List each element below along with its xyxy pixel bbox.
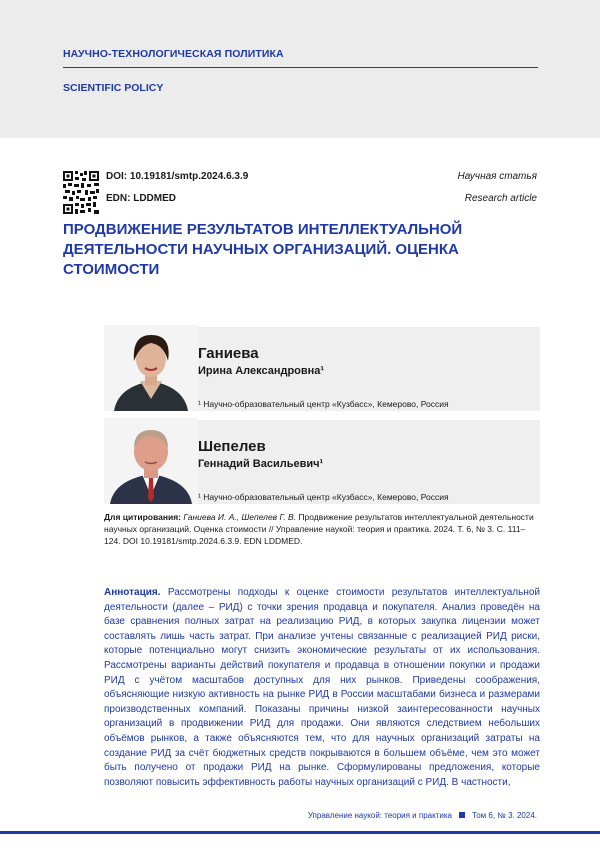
author-surname-2: Шепелев [198, 438, 266, 455]
section-title-en: SCIENTIFIC POLICY [63, 82, 164, 94]
footer-issue: Том 6, № 3. 2024. [471, 811, 537, 820]
qr-code-icon [63, 171, 99, 214]
edn: EDN: LDDMED [106, 193, 176, 204]
footer-journal: Управление наукой: теория и практика [307, 811, 452, 820]
abstract-label: Аннотация. [104, 587, 161, 598]
article-type-en: Research article [464, 193, 537, 204]
doi[interactable]: DOI: 10.19181/smtp.2024.6.3.9 [106, 171, 249, 182]
header-band [0, 0, 600, 138]
author-given-name-2: Геннадий Васильевич¹ [198, 458, 324, 470]
footer-rule [0, 831, 600, 834]
article-type-ru: Научная статья [457, 171, 537, 182]
section-divider [63, 67, 538, 68]
footer-square-icon [459, 812, 465, 818]
author-given-name-1: Ирина Александровна¹ [198, 365, 325, 377]
author-surname-1: Ганиева [198, 345, 259, 362]
abstract-text: Рассмотрены подходы к оценке стоимости результатов интеллектуальной деятельности (далее – РИД) с точки зрения продавца и покупателя. Анализ проведён на базе сравнения полных затрат на реализацию РИД, в которых закупка лицензии может составлять лишь часть затрат. При анализе учтены связанные с реализацией РИД риски, которые потенциально могут снизить экономические результаты от их использования. Рассмотрены варианты действий покупателя и продавца в отношении покупки и продажи РИД с учётом масштабов доступных для них рынков. Приведены соображения, объясняющие низкую активность на рынке РИД в России масштабами бизнеса и размерами производственных компаний. Показаны причины низкой заинтересованности научных организаций в продвижении РИД для продажи. Они являются следствием небольших объёмов рынков, а также объясняются тем, что для научных организаций затраты на создание РИД за счёт бюджетных средств покрываются в большем объёме, чем это может быть получено от продажи РИД на рынке. Сформулированы предложения, которые позволяют повысить эффективность работы научных организаций с РИД. В частности, [104, 587, 540, 788]
footer [308, 811, 537, 820]
citation-text: Продвижение результатов интеллектуальной деятельности научных организаций. Оценка стоимости // Управление наукой: теория и практика. 2024. Т. 6, № 3. С. 111–124. DOI 10.19181/smtp.2024.6.3.9. EDN LDDMED. [104, 512, 534, 546]
article-title: ПРОДВИЖЕНИЕ РЕЗУЛЬТАТОВ ИНТЕЛЛЕКТУАЛЬНОЙ ДЕЯТЕЛЬНОСТИ НАУЧНЫХ ОРГАНИЗАЦИЙ. ОЦЕНКА СТОИМОСТИ [63, 221, 463, 278]
author-photo-2 [104, 418, 198, 504]
author-affiliation-1: ¹ Научно-образовательный центр «Кузбасс», Кемерово, Россия [198, 399, 449, 409]
section-title-ru: НАУЧНО-ТЕХНОЛОГИЧЕСКАЯ ПОЛИТИКА [63, 48, 284, 60]
author-affiliation-2: ¹ Научно-образовательный центр «Кузбасс», Кемерово, Россия [198, 492, 449, 502]
citation-authors: Ганиева И. А., Шепелев Г. В. [183, 512, 296, 522]
author-photo-1 [104, 325, 198, 411]
citation [104, 511, 540, 547]
citation-label: Для цитирования: [104, 512, 181, 522]
abstract [104, 586, 540, 790]
